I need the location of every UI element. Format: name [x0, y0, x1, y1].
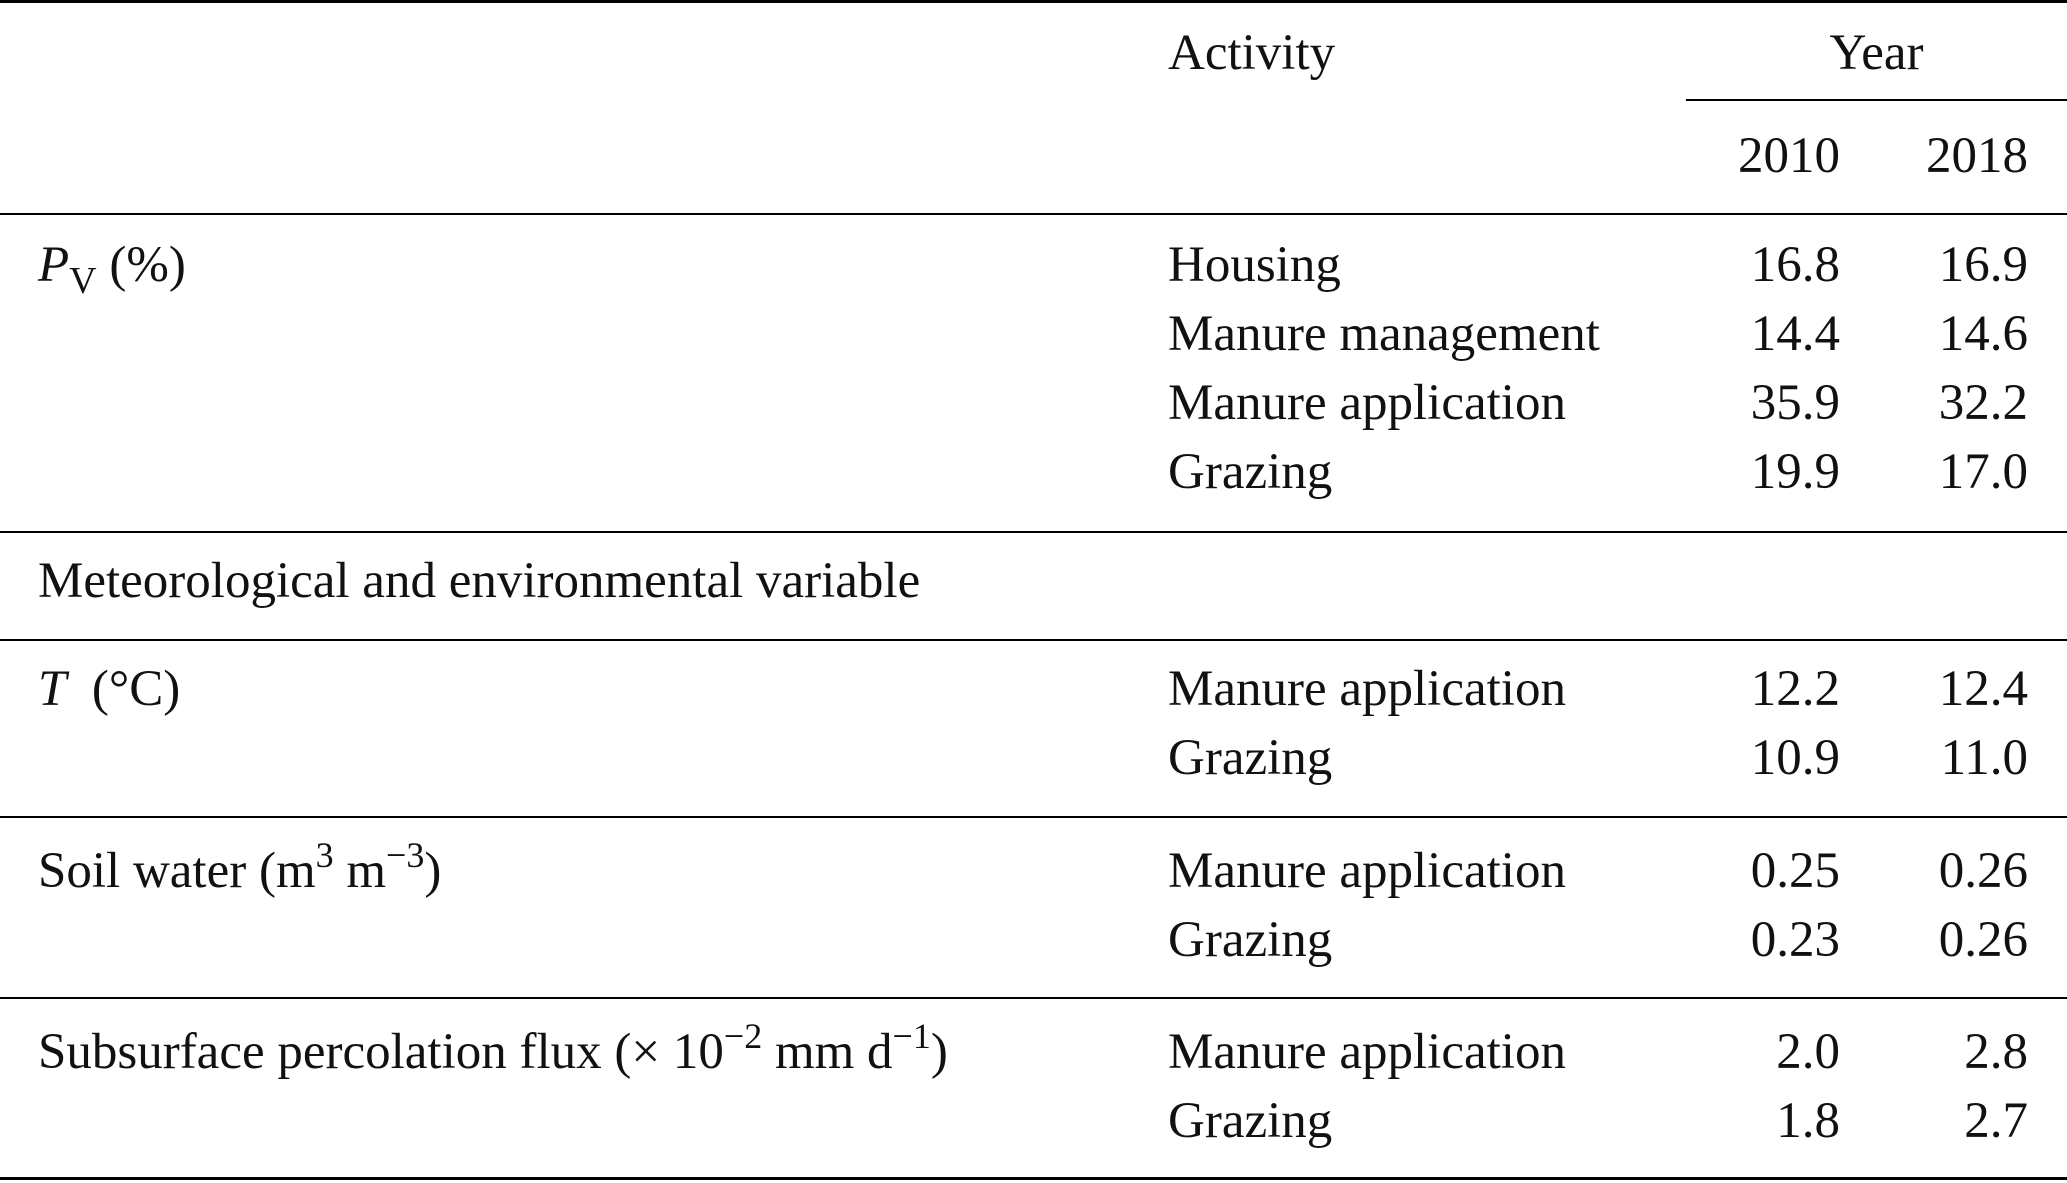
row-label-pv — [38, 234, 186, 300]
soil-water-end: ) — [424, 843, 442, 899]
soil-water-sup2: −3 — [386, 835, 425, 875]
value-2010: 0.25 — [1750, 843, 1840, 899]
value-2018: 0.26 — [1938, 843, 2028, 899]
pv-symbol: P — [38, 237, 70, 293]
value-2010: 16.8 — [1750, 237, 1840, 293]
activity-cell: Manure application — [1168, 661, 1566, 717]
header-2018: 2018 — [1926, 128, 2028, 184]
header-bottom-rule — [0, 213, 2067, 215]
value-2010: 10.9 — [1750, 730, 1840, 786]
soil-water-sup1: 3 — [315, 835, 334, 875]
top-rule — [0, 0, 2067, 3]
activity-cell: Grazing — [1168, 912, 1333, 968]
section-rule-1 — [0, 531, 2067, 533]
header-2010: 2010 — [1738, 128, 1840, 184]
row-label-percolation-flux — [38, 1016, 948, 1087]
activity-cell: Grazing — [1168, 444, 1333, 500]
section-rule-4 — [0, 997, 2067, 999]
value-2018: 14.6 — [1938, 306, 2028, 362]
t-unit: (°C) — [91, 661, 181, 717]
value-2010: 0.23 — [1750, 912, 1840, 968]
value-2010: 35.9 — [1750, 375, 1840, 431]
flux-end: ) — [930, 1024, 948, 1080]
activity-cell: Manure management — [1168, 306, 1600, 362]
activity-cell: Manure application — [1168, 375, 1566, 431]
value-2018: 12.4 — [1938, 661, 2028, 717]
value-2010: 14.4 — [1750, 306, 1840, 362]
activity-cell: Grazing — [1168, 730, 1333, 786]
value-2018: 2.7 — [1964, 1093, 2028, 1149]
value-2018: 17.0 — [1938, 444, 2028, 500]
t-symbol: T — [38, 661, 67, 717]
section-rule-2 — [0, 639, 2067, 641]
row-label-soil-water — [38, 835, 442, 906]
pv-unit: (%) — [109, 237, 186, 293]
activity-cell: Housing — [1168, 237, 1341, 293]
value-2018: 0.26 — [1938, 912, 2028, 968]
flux-mid: mm d — [762, 1024, 893, 1080]
value-2018: 2.8 — [1964, 1024, 2028, 1080]
pv-subscript: V — [69, 260, 97, 302]
value-2010: 12.2 — [1750, 661, 1840, 717]
header-activity: Activity — [1168, 25, 1336, 81]
value-2018: 32.2 — [1938, 375, 2028, 431]
value-2010: 2.0 — [1776, 1024, 1840, 1080]
soil-water-text: Soil water (m — [38, 843, 316, 899]
year-underline — [1686, 99, 2067, 101]
value-2018: 11.0 — [1940, 730, 2028, 786]
value-2018: 16.9 — [1938, 237, 2028, 293]
row-label-temperature — [38, 658, 180, 720]
section-rule-3 — [0, 816, 2067, 818]
activity-cell: Manure application — [1168, 843, 1566, 899]
activity-cell: Manure application — [1168, 1024, 1566, 1080]
flux-sup1: −2 — [723, 1016, 763, 1056]
value-2010: 1.8 — [1776, 1093, 1840, 1149]
flux-text: Subsurface percolation flux (× 10 — [38, 1024, 724, 1080]
soil-water-mid: m — [333, 843, 387, 899]
activity-cell: Grazing — [1168, 1093, 1333, 1149]
flux-sup2: −1 — [892, 1016, 931, 1056]
section-heading: Meteorological and environmental variable — [38, 553, 921, 609]
header-year: Year — [1829, 25, 1924, 81]
value-2010: 19.9 — [1750, 444, 1840, 500]
bottom-rule — [0, 1177, 2067, 1180]
